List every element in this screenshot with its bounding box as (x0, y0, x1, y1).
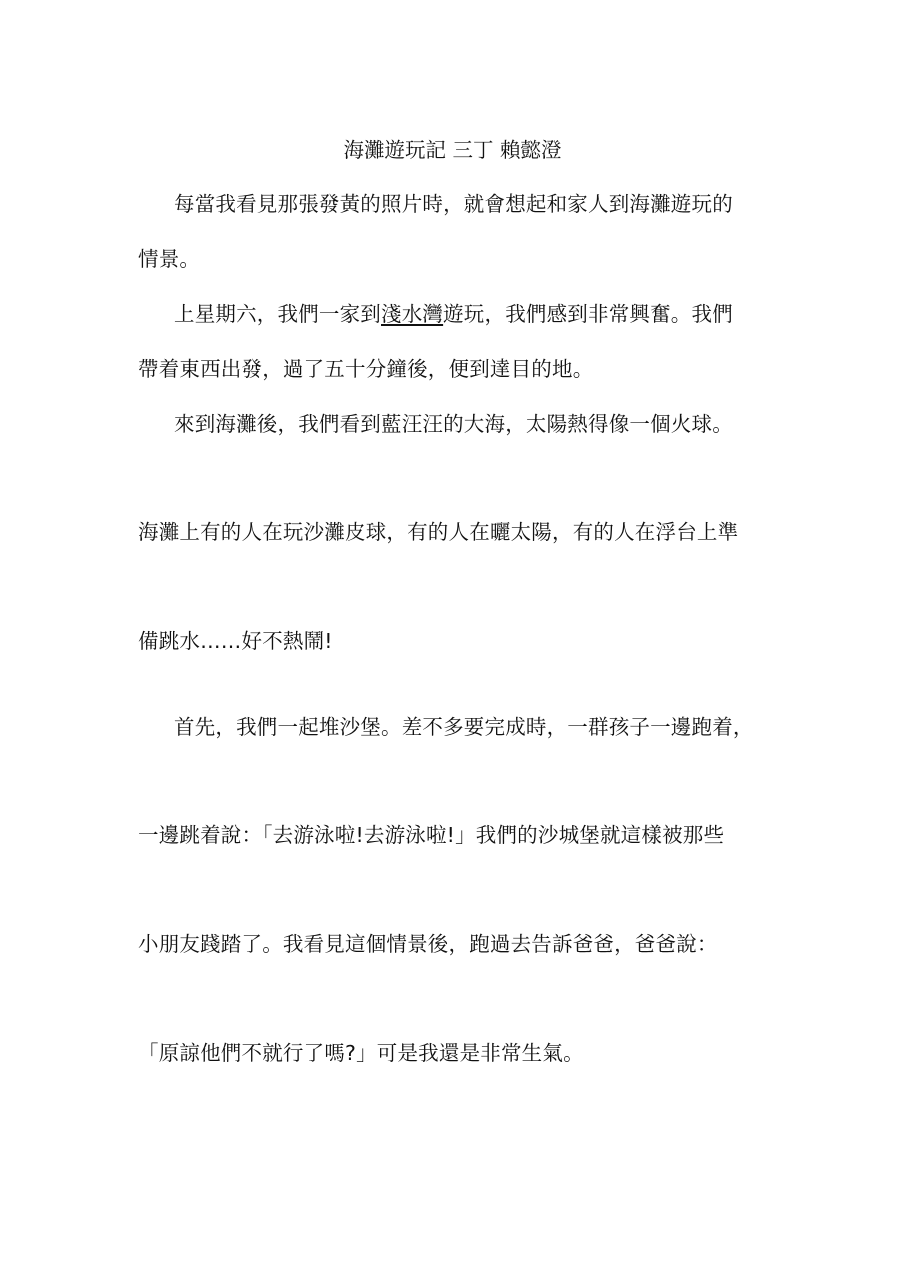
essay-line-3-end: 遊玩，我們感到非常興奮。我們 (443, 302, 733, 326)
essay-line-4: 帶着東西出發，過了五十分鐘後，便到達目的地。 (138, 357, 594, 381)
essay-line-3-start: 上星期六，我們一家到 (174, 302, 381, 326)
essay-line-8: 首先，我們一起堆沙堡。差不多要完成時，一群孩子一邊跑着， (174, 715, 754, 739)
essay-line-7: 備跳水……好不熱鬧! (138, 629, 333, 653)
essay-line-11: 「原諒他們不就行了嗎?」可是我還是非常生氣。 (138, 1041, 584, 1065)
essay-title: 海灘遊玩記 三丁 賴懿澄 (343, 138, 562, 162)
essay-line-6: 海灘上有的人在玩沙灘皮球，有的人在曬太陽，有的人在浮台上準 (138, 520, 739, 544)
essay-line-5: 來到海灘後，我們看到藍汪汪的大海，太陽熱得像一個火球。 (174, 412, 733, 436)
essay-line-1: 每當我看見那張發黃的照片時，就會想起和家人到海灘遊玩的 (174, 192, 733, 216)
essay-line-3 (174, 300, 733, 328)
place-name-underlined: 淺水灣 (381, 302, 444, 326)
essay-line-9: 一邊跳着說：「去游泳啦!去游泳啦!」我們的沙城堡就這樣被那些 (138, 823, 725, 847)
essay-line-2: 情景。 (138, 247, 201, 271)
essay-line-10: 小朋友踐踏了。我看見這個情景後，跑過去告訴爸爸，爸爸說： (138, 932, 718, 956)
